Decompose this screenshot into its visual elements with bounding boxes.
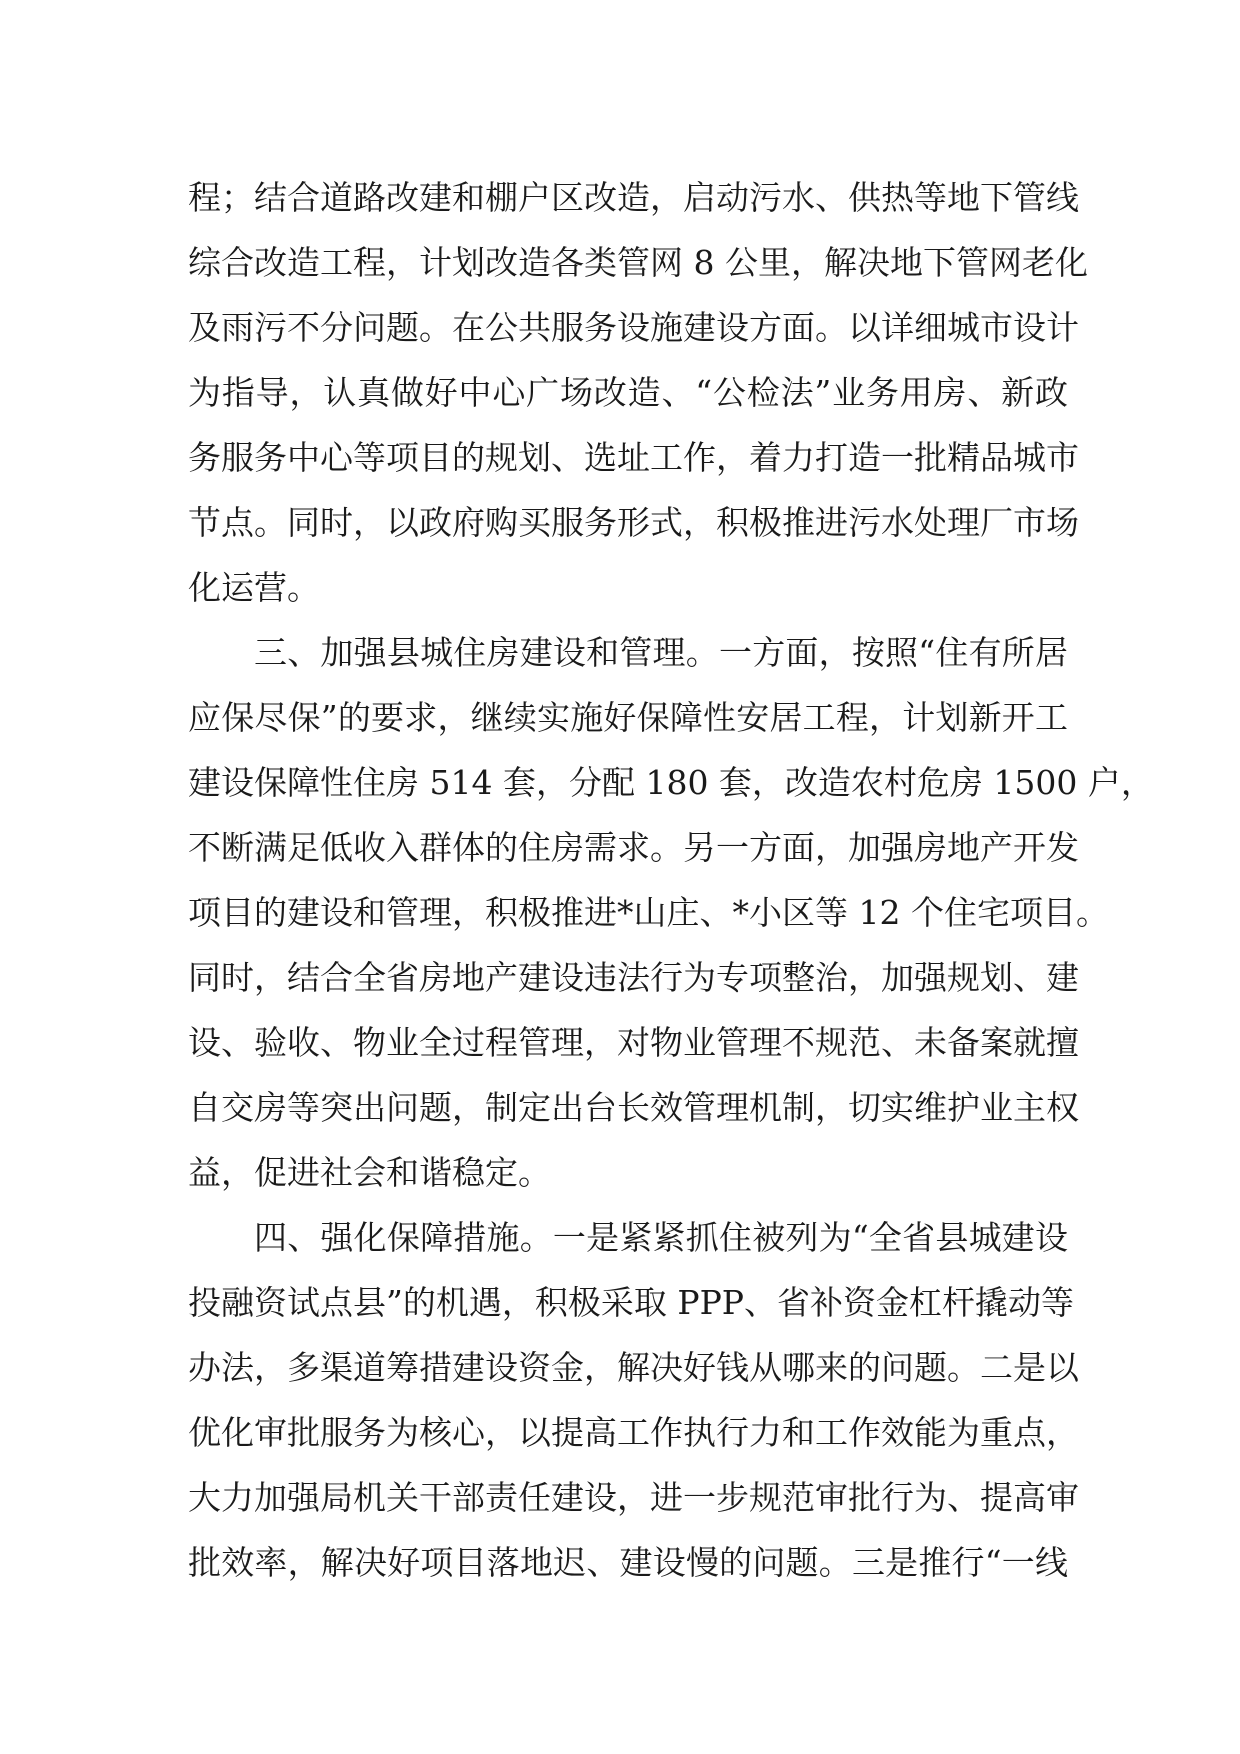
text-line: 化运营。: [188, 568, 320, 607]
text-line: 综合改造工程，计划改造各类管网 8 公里，解决地下管网老化: [188, 243, 1088, 282]
text-line: 项目的建设和管理，积极推进*山庄、*小区等 12 个住宅项目。: [188, 893, 1109, 932]
text-line: 办法，多渠道筹措建设资金，解决好钱从哪来的问题。二是以: [188, 1348, 1079, 1387]
text-line: 大力加强局机关干部责任建设，进一步规范审批行为、提高审: [188, 1478, 1079, 1517]
text-line: 优化审批服务为核心，以提高工作执行力和工作效能为重点，: [188, 1413, 1079, 1452]
text-line: 应保尽保”的要求，继续实施好保障性安居工程，计划新开工: [188, 698, 1068, 737]
text-line: 务服务中心等项目的规划、选址工作，着力打造一批精品城市: [188, 438, 1079, 477]
text-line: 四、强化保障措施。一是紧紧抓住被列为“全省县城建设: [254, 1218, 1068, 1257]
text-line: 及雨污不分问题。在公共服务设施建设方面。以详细城市设计: [188, 308, 1079, 347]
body-text: [188, 165, 1154, 1595]
text-line: 不断满足低收入群体的住房需求。另一方面，加强房地产开发: [188, 828, 1079, 867]
text-line: 批效率，解决好项目落地迟、建设慢的问题。三是推行“一线: [188, 1543, 1068, 1582]
text-line: 投融资试点县”的机遇，积极采取 PPP、省补资金杠杆撬动等: [188, 1283, 1074, 1322]
text-line: 程；结合道路改建和棚户区改造，启动污水、供热等地下管线: [188, 178, 1079, 217]
text-line: 自交房等突出问题，制定出台长效管理机制，切实维护业主权: [188, 1088, 1079, 1127]
text-line: 建设保障性住房 514 套，分配 180 套，改造农村危房 1500 户，: [188, 763, 1154, 802]
text-line: 三、加强县城住房建设和管理。一方面，按照“住有所居: [254, 633, 1068, 672]
text-line: 益，促进社会和谐稳定。: [188, 1153, 551, 1192]
text-line: 节点。同时，以政府购买服务形式，积极推进污水处理厂市场: [188, 503, 1079, 542]
text-line: 同时，结合全省房地产建设违法行为专项整治，加强规划、建: [188, 958, 1079, 997]
text-line: 为指导，认真做好中心广场改造、“公检法”业务用房、新政: [188, 373, 1068, 412]
text-line: 设、验收、物业全过程管理，对物业管理不规范、未备案就擅: [188, 1023, 1079, 1062]
